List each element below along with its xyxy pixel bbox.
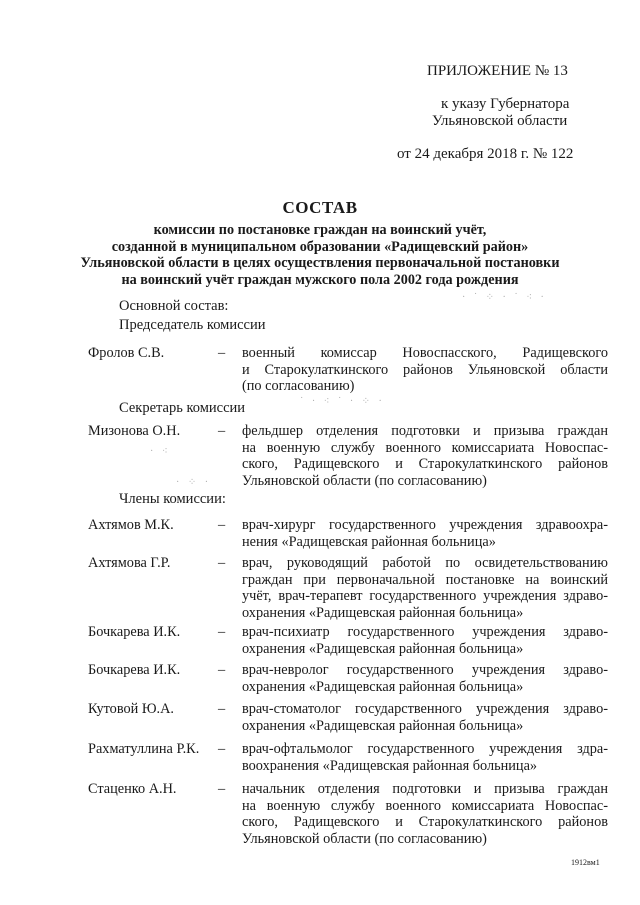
description-line: военный комиссар Новоспасского, Радищевского xyxy=(242,345,608,361)
member-description xyxy=(242,662,608,695)
dash-separator: – xyxy=(218,701,226,717)
description-line: врач-невролог государственного учреждения здраво- xyxy=(242,662,608,678)
description-line: нения «Радищевская районная больница» xyxy=(242,533,496,550)
description-line: врач-стоматолог государственного учреждения здраво- xyxy=(242,701,608,717)
member-name: Бочкарева И.К. xyxy=(88,662,181,678)
description-line: врач-хирург государственного учреждения здравоохра- xyxy=(242,517,608,533)
description-line: Ульяновской области (по согласованию) xyxy=(242,472,487,489)
member-name: Бочкарева И.К. xyxy=(88,624,181,640)
member-description xyxy=(242,741,608,774)
description-line: охранения «Радищевская районная больница» xyxy=(242,717,524,734)
members-heading: Члены комиссии: xyxy=(119,491,226,507)
scan-noise: ˙ · ⁖ ˙ · ⁘ · xyxy=(300,396,385,407)
description-line: начальник отделения подготовки и призыва граждан xyxy=(242,781,608,797)
description-line: врач, руководящий работой по освидетельствованию xyxy=(242,555,608,571)
member-name: Стаценко А.Н. xyxy=(88,781,177,797)
member-name: Кутовой Ю.А. xyxy=(88,701,175,717)
description-line: учёт, врач-терапевт государственного учреждения здраво- xyxy=(242,588,608,605)
description-line: граждан при первоначальной постановке на воинский xyxy=(242,571,608,588)
description-line: врач-офтальмолог государственного учреждения здра- xyxy=(242,741,608,757)
dash-separator: – xyxy=(218,781,226,797)
subtitle-line: созданной в муниципальном образовании «Радищевский район» xyxy=(111,238,529,255)
decree-reference: к указу Губернатора xyxy=(441,96,570,112)
description-line: воохранения «Радищевская районная больница» xyxy=(242,757,538,774)
document-title: СОСТАВ xyxy=(282,198,358,217)
member-description xyxy=(242,423,608,489)
scan-noise: · ⁘ · xyxy=(176,477,212,488)
appendix-number: ПРИЛОЖЕНИЕ № 13 xyxy=(427,63,568,79)
dash-separator: – xyxy=(218,555,226,571)
description-line: врач-психиатр государственного учреждения здраво- xyxy=(242,624,608,640)
description-line: Ульяновской области (по согласованию) xyxy=(242,830,487,847)
description-line: на военную службу военного комиссариата Новоспас- xyxy=(242,797,608,814)
dash-separator: – xyxy=(218,624,226,640)
member-description xyxy=(242,517,608,550)
member-name: Мизонова О.Н. xyxy=(88,423,181,439)
description-line: фельдшер отделения подготовки и призыва граждан xyxy=(242,423,608,439)
scan-noise: · ⁖ xyxy=(150,446,171,457)
member-name: Рахматуллина Р.К. xyxy=(88,741,200,757)
document-subtitle xyxy=(60,222,580,288)
description-line: и Старокулаткинского районов Ульяновской области xyxy=(242,361,608,378)
dash-separator: – xyxy=(218,423,226,439)
member-name: Ахтямов М.К. xyxy=(88,517,174,533)
chairman-heading: Председатель комиссии xyxy=(119,317,266,333)
description-line: охранения «Радищевская районная больница» xyxy=(242,604,524,621)
member-description xyxy=(242,555,608,621)
main-composition-heading: Основной состав: xyxy=(119,298,229,314)
decree-date: от 24 декабря 2018 г. № 122 xyxy=(397,146,574,162)
member-description xyxy=(242,345,608,395)
document-code: 1912вм1 xyxy=(571,858,600,867)
dash-separator: – xyxy=(218,345,226,361)
subtitle-line: на воинский учёт граждан мужского пола 2002 года рождения xyxy=(121,271,519,288)
member-name: Фролов С.В. xyxy=(88,345,165,361)
description-line: на военную службу военного комиссариата Новоспас- xyxy=(242,439,608,456)
dash-separator: – xyxy=(218,517,226,533)
member-name: Ахтямова Г.Р. xyxy=(88,555,171,571)
secretary-heading: Секретарь комиссии xyxy=(119,400,246,416)
description-line: (по согласованию) xyxy=(242,378,355,395)
description-line: охранения «Радищевская районная больница» xyxy=(242,640,524,657)
scan-noise: · ˙ ⁘ · ˙ ⁖ · xyxy=(462,292,547,303)
subtitle-line: комиссии по постановке граждан на воинский учёт, xyxy=(153,222,487,238)
description-line: ского, Радищевского и Старокулаткинского районов xyxy=(242,456,608,473)
member-description xyxy=(242,624,608,657)
member-description xyxy=(242,701,608,734)
region-name: Ульяновской области xyxy=(432,113,568,129)
dash-separator: – xyxy=(218,662,226,678)
description-line: ского, Радищевского и Старокулаткинского районов xyxy=(242,814,608,831)
description-line: охранения «Радищевская районная больница» xyxy=(242,678,524,695)
dash-separator: – xyxy=(218,741,226,757)
subtitle-line: Ульяновской области в целях осуществления первоначальной постановки xyxy=(80,255,560,271)
member-description xyxy=(242,781,608,847)
